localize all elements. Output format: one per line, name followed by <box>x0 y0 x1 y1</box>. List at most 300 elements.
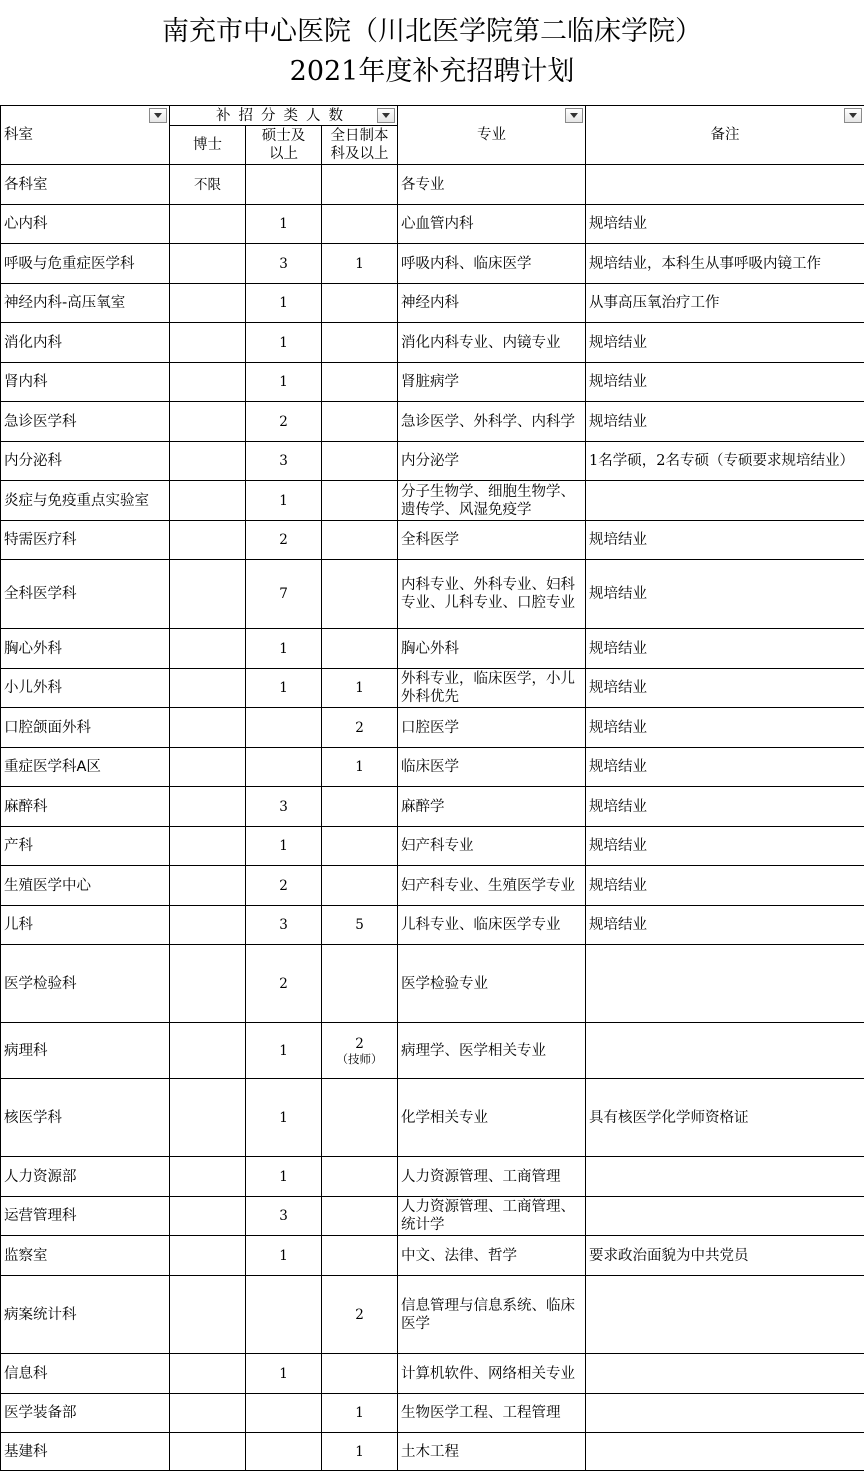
cell-ba[interactable] <box>322 1157 398 1197</box>
cell-ba-value: 5 <box>355 917 364 933</box>
cell-note[interactable] <box>586 1236 864 1276</box>
cell-phd[interactable] <box>170 1394 246 1433</box>
cell-major-value: 人力资源管理、工商管理、统计学 <box>401 1199 576 1233</box>
cell-major-value: 内分泌学 <box>401 453 460 469</box>
cell-phd[interactable] <box>170 708 246 748</box>
cell-major[interactable] <box>398 323 586 363</box>
cell-note[interactable] <box>586 363 864 402</box>
cell-ms-value: 1 <box>279 1365 288 1382</box>
cell-note[interactable] <box>586 442 864 481</box>
cell-ms-value: 1 <box>279 1109 288 1126</box>
cell-ba[interactable] <box>322 1079 398 1157</box>
cell-dept-value: 胸心外科 <box>4 640 62 657</box>
header-dept-label: 科室 <box>4 127 33 143</box>
cell-note[interactable] <box>586 945 864 1023</box>
cell-ms[interactable] <box>246 629 322 669</box>
cell-ba[interactable] <box>322 1276 398 1354</box>
table-row <box>1 629 864 669</box>
cell-phd[interactable] <box>170 1276 246 1354</box>
cell-ms[interactable] <box>246 827 322 866</box>
cell-major[interactable] <box>398 708 586 748</box>
cell-ba[interactable] <box>322 669 398 708</box>
cell-dept[interactable] <box>1 866 170 906</box>
cell-major[interactable] <box>398 906 586 945</box>
cell-major-value: 病理学、医学相关专业 <box>401 1042 547 1059</box>
cell-dept[interactable] <box>1 827 170 866</box>
cell-dept-value: 病理科 <box>4 1042 48 1059</box>
cell-ba[interactable] <box>322 629 398 669</box>
cell-major[interactable] <box>398 402 586 442</box>
cell-ms[interactable] <box>246 906 322 945</box>
header-ms <box>246 126 322 165</box>
cell-note[interactable] <box>586 481 864 521</box>
cell-major-value: 化学相关专业 <box>401 1109 489 1126</box>
cell-ba[interactable] <box>322 402 398 442</box>
cell-dept[interactable] <box>1 442 170 481</box>
table-row <box>1 323 864 363</box>
cell-dept[interactable] <box>1 1276 170 1354</box>
cell-phd[interactable] <box>170 629 246 669</box>
cell-dept-value: 神经内科-高压氧室 <box>4 295 126 311</box>
table-body <box>1 165 864 1471</box>
cell-ms[interactable] <box>246 402 322 442</box>
cell-ba[interactable] <box>322 1236 398 1276</box>
cell-note[interactable] <box>586 323 864 363</box>
cell-ms[interactable] <box>246 165 322 205</box>
cell-dept-value: 各科室 <box>4 176 48 193</box>
cell-dept[interactable] <box>1 323 170 363</box>
cell-dept-value: 医学检验科 <box>4 975 77 992</box>
cell-ba[interactable] <box>322 787 398 827</box>
cell-ba[interactable] <box>322 866 398 906</box>
cell-ms[interactable] <box>246 1079 322 1157</box>
cell-note[interactable] <box>586 1157 864 1197</box>
cell-phd[interactable] <box>170 363 246 402</box>
cell-major[interactable] <box>398 748 586 787</box>
cell-dept[interactable] <box>1 669 170 708</box>
cell-major[interactable] <box>398 1236 586 1276</box>
cell-dept-value: 炎症与免疫重点实验室 <box>4 492 149 509</box>
cell-note-value: 规培结业 <box>589 413 648 430</box>
cell-dept-value: 心内科 <box>4 216 48 232</box>
cell-note[interactable] <box>586 748 864 787</box>
table-row <box>1 284 864 323</box>
cell-phd[interactable] <box>170 866 246 906</box>
cell-dept-value: 核医学科 <box>4 1109 62 1126</box>
cell-dept[interactable] <box>1 244 170 284</box>
cell-ms[interactable] <box>246 945 322 1023</box>
table-row <box>1 165 864 205</box>
cell-major[interactable] <box>398 866 586 906</box>
cell-dept[interactable] <box>1 1023 170 1079</box>
table-row <box>1 1157 864 1197</box>
table-row <box>1 442 864 481</box>
cell-major[interactable] <box>398 1197 586 1236</box>
cell-ms-value: 1 <box>279 680 288 696</box>
table-row <box>1 363 864 402</box>
cell-ms[interactable] <box>246 748 322 787</box>
filter-dropdown-icon[interactable] <box>377 108 395 123</box>
cell-note-value: 规培结业 <box>589 640 648 657</box>
header-ba-line1: 全日制本 <box>330 128 389 144</box>
header-ba <box>322 126 398 165</box>
cell-phd[interactable] <box>170 1354 246 1394</box>
cell-major-value: 胸心外科 <box>401 640 460 657</box>
cell-phd[interactable] <box>170 205 246 244</box>
cell-major[interactable] <box>398 1079 586 1157</box>
cell-major[interactable] <box>398 442 586 481</box>
cell-ms[interactable] <box>246 787 322 827</box>
cell-dept-value: 产科 <box>4 838 33 854</box>
cell-major-value: 分子生物学、细胞生物学、遗传学、风湿免疫学 <box>401 483 576 518</box>
cell-dept[interactable] <box>1 1157 170 1197</box>
cell-ms-value: 3 <box>279 453 288 469</box>
cell-note[interactable] <box>586 1276 864 1354</box>
cell-dept[interactable] <box>1 521 170 560</box>
filter-dropdown-icon[interactable] <box>565 108 583 123</box>
cell-ms-value: 1 <box>279 838 288 854</box>
cell-phd[interactable] <box>170 1197 246 1236</box>
cell-major[interactable] <box>398 244 586 284</box>
cell-ms-value: 1 <box>279 1247 288 1264</box>
cell-note-value: 规培结业 <box>589 838 648 854</box>
cell-ba-value: 1 <box>355 1443 364 1460</box>
header-ms-line1: 硕士及 <box>261 128 306 144</box>
filter-dropdown-icon[interactable] <box>844 108 862 123</box>
cell-ba[interactable] <box>322 708 398 748</box>
cell-dept[interactable] <box>1 708 170 748</box>
table-row <box>1 481 864 521</box>
cell-dept[interactable] <box>1 787 170 827</box>
cell-phd[interactable] <box>170 481 246 521</box>
cell-dept-value: 重症医学科A区 <box>4 759 101 775</box>
cell-dept-value: 急诊医学科 <box>4 413 77 430</box>
cell-note[interactable] <box>586 1433 864 1471</box>
cell-major[interactable] <box>398 521 586 560</box>
cell-ms[interactable] <box>246 205 322 244</box>
cell-dept-value: 特需医疗科 <box>4 532 77 548</box>
cell-ms[interactable] <box>246 1023 322 1079</box>
cell-phd[interactable] <box>170 669 246 708</box>
header-major <box>398 106 586 165</box>
cell-ms-value: 1 <box>279 640 288 657</box>
cell-ms-value: 1 <box>279 216 288 232</box>
cell-ms-value: 3 <box>279 917 288 933</box>
cell-note-value: 1名学硕，2名专硕（专硕要求规培结业） <box>589 453 854 469</box>
cell-ba[interactable] <box>322 560 398 629</box>
cell-major-value: 信息管理与信息系统、临床医学 <box>401 1297 576 1332</box>
cell-phd[interactable] <box>170 284 246 323</box>
table-row <box>1 669 864 708</box>
table-row <box>1 1276 864 1354</box>
cell-major[interactable] <box>398 481 586 521</box>
cell-note[interactable] <box>586 906 864 945</box>
cell-ms[interactable] <box>246 442 322 481</box>
cell-note-value: 要求政治面貌为中共党员 <box>589 1247 749 1264</box>
cell-note[interactable] <box>586 284 864 323</box>
filter-dropdown-icon[interactable] <box>149 108 167 123</box>
cell-note[interactable] <box>586 165 864 205</box>
cell-ba[interactable] <box>322 481 398 521</box>
cell-major[interactable] <box>398 205 586 244</box>
cell-dept[interactable] <box>1 560 170 629</box>
cell-note-value: 规培结业 <box>589 759 648 775</box>
table-row <box>1 1236 864 1276</box>
cell-major[interactable] <box>398 1433 586 1471</box>
recruitment-table <box>0 105 864 1471</box>
header-group <box>170 106 398 126</box>
cell-dept[interactable] <box>1 1236 170 1276</box>
cell-major[interactable] <box>398 945 586 1023</box>
cell-ms[interactable] <box>246 363 322 402</box>
cell-note[interactable] <box>586 1394 864 1433</box>
cell-ms-value: 2 <box>279 413 288 430</box>
cell-ms[interactable] <box>246 323 322 363</box>
cell-ms-value: 1 <box>279 374 288 390</box>
cell-ms-value: 1 <box>279 295 288 311</box>
cell-phd[interactable] <box>170 165 246 205</box>
cell-ms[interactable] <box>246 1394 322 1433</box>
cell-phd[interactable] <box>170 560 246 629</box>
cell-phd[interactable] <box>170 244 246 284</box>
cell-ms-value: 1 <box>279 1168 288 1185</box>
cell-ms[interactable] <box>246 708 322 748</box>
cell-ba[interactable] <box>322 1023 398 1079</box>
cell-ms-value: 3 <box>279 1208 288 1224</box>
table-row <box>1 708 864 748</box>
cell-ba[interactable] <box>322 945 398 1023</box>
cell-dept[interactable] <box>1 205 170 244</box>
cell-phd[interactable] <box>170 945 246 1023</box>
cell-phd-value: 不限 <box>194 176 221 193</box>
cell-dept-value: 肾内科 <box>4 374 48 390</box>
cell-ba[interactable] <box>322 323 398 363</box>
cell-dept-value: 信息科 <box>4 1365 48 1382</box>
cell-phd[interactable] <box>170 1079 246 1157</box>
header-major-label: 专业 <box>477 127 507 143</box>
cell-note[interactable] <box>586 669 864 708</box>
cell-ba-value: 1 <box>355 759 364 775</box>
cell-major[interactable] <box>398 1394 586 1433</box>
cell-major[interactable] <box>398 1354 586 1394</box>
table-row <box>1 945 864 1023</box>
cell-major[interactable] <box>398 165 586 205</box>
header-phd: 博士 <box>170 126 246 165</box>
cell-note[interactable] <box>586 205 864 244</box>
cell-major-value: 各专业 <box>401 176 445 193</box>
cell-dept[interactable] <box>1 1354 170 1394</box>
cell-dept[interactable] <box>1 1433 170 1471</box>
cell-dept-value: 口腔颌面外科 <box>4 719 91 736</box>
cell-ba[interactable] <box>322 205 398 244</box>
table-row <box>1 1023 864 1079</box>
cell-dept[interactable] <box>1 284 170 323</box>
cell-ms-value: 2 <box>279 975 288 992</box>
cell-major-value: 麻醉学 <box>401 798 445 815</box>
cell-major-value: 临床医学 <box>401 759 460 775</box>
cell-dept[interactable] <box>1 402 170 442</box>
cell-dept[interactable] <box>1 1394 170 1433</box>
cell-dept[interactable] <box>1 1197 170 1236</box>
cell-note[interactable] <box>586 629 864 669</box>
cell-ba-value: 2 <box>355 719 364 736</box>
table-row <box>1 906 864 945</box>
cell-ms-value: 2 <box>279 532 288 548</box>
cell-dept-value: 小儿外科 <box>4 680 62 696</box>
header-note-label: 备注 <box>710 127 740 143</box>
cell-ms[interactable] <box>246 669 322 708</box>
cell-dept-value: 全科医学科 <box>4 586 77 602</box>
cell-note-value: 规培结业 <box>589 216 648 232</box>
table-row <box>1 787 864 827</box>
cell-ba[interactable] <box>322 284 398 323</box>
cell-dept[interactable] <box>1 629 170 669</box>
cell-dept-value: 基建科 <box>4 1443 48 1460</box>
cell-ba[interactable] <box>322 1433 398 1471</box>
cell-ms-value: 3 <box>279 255 288 272</box>
table-row <box>1 560 864 629</box>
cell-ba[interactable] <box>322 521 398 560</box>
cell-ba[interactable] <box>322 442 398 481</box>
cell-ba[interactable] <box>322 1354 398 1394</box>
cell-ms[interactable] <box>246 1157 322 1197</box>
cell-note[interactable] <box>586 1023 864 1079</box>
cell-note-value: 规培结业 <box>589 680 648 696</box>
cell-major-value: 妇产科专业、生殖医学专业 <box>401 877 576 894</box>
cell-ms-value: 7 <box>279 586 288 602</box>
cell-major-value: 人力资源管理、工商管理 <box>401 1168 561 1185</box>
cell-dept[interactable] <box>1 748 170 787</box>
cell-phd[interactable] <box>170 402 246 442</box>
cell-ms-value: 1 <box>279 334 288 351</box>
cell-note[interactable] <box>586 560 864 629</box>
table-row <box>1 827 864 866</box>
cell-major-value: 中文、法律、哲学 <box>401 1247 518 1264</box>
cell-ms[interactable] <box>246 481 322 521</box>
cell-phd[interactable] <box>170 1433 246 1471</box>
cell-major-value: 口腔医学 <box>401 719 460 736</box>
table-row <box>1 1433 864 1471</box>
table-row <box>1 1079 864 1157</box>
cell-phd[interactable] <box>170 442 246 481</box>
cell-ms[interactable] <box>246 521 322 560</box>
cell-ba[interactable] <box>322 1394 398 1433</box>
cell-major-value: 医学检验专业 <box>401 975 489 992</box>
cell-phd[interactable] <box>170 521 246 560</box>
cell-note-value: 规培结业，本科生从事呼吸内镜工作 <box>589 255 822 272</box>
cell-ms[interactable] <box>246 1197 322 1236</box>
cell-note[interactable] <box>586 708 864 748</box>
cell-note[interactable] <box>586 1354 864 1394</box>
cell-note[interactable] <box>586 787 864 827</box>
cell-phd[interactable] <box>170 748 246 787</box>
cell-note-value: 从事高压氧治疗工作 <box>589 295 720 311</box>
cell-major-value: 肾脏病学 <box>401 374 460 390</box>
cell-note[interactable] <box>586 827 864 866</box>
cell-phd[interactable] <box>170 1236 246 1276</box>
cell-major-value: 外科专业，临床医学，小儿外科优先 <box>401 671 576 705</box>
cell-note-value: 规培结业 <box>589 532 648 548</box>
cell-dept-value: 儿科 <box>4 917 33 933</box>
cell-dept[interactable] <box>1 481 170 521</box>
cell-major[interactable] <box>398 1157 586 1197</box>
cell-phd[interactable] <box>170 827 246 866</box>
cell-ms[interactable] <box>246 560 322 629</box>
cell-phd[interactable] <box>170 323 246 363</box>
cell-phd[interactable] <box>170 787 246 827</box>
cell-phd[interactable] <box>170 1023 246 1079</box>
cell-dept[interactable] <box>1 906 170 945</box>
cell-ms[interactable] <box>246 1236 322 1276</box>
cell-ba[interactable] <box>322 1197 398 1236</box>
cell-major[interactable] <box>398 284 586 323</box>
cell-major[interactable] <box>398 1276 586 1354</box>
cell-ms[interactable] <box>246 866 322 906</box>
cell-note-value: 具有核医学化学师资格证 <box>589 1109 749 1126</box>
cell-note-value: 规培结业 <box>589 877 648 894</box>
cell-note[interactable] <box>586 1197 864 1236</box>
cell-ba[interactable] <box>322 906 398 945</box>
cell-dept-value: 消化内科 <box>4 334 62 351</box>
cell-major[interactable] <box>398 787 586 827</box>
cell-ba[interactable] <box>322 363 398 402</box>
cell-ba[interactable] <box>322 827 398 866</box>
table-row <box>1 205 864 244</box>
cell-note[interactable] <box>586 866 864 906</box>
header-group-label: 补招分类人数 <box>216 107 351 124</box>
cell-major-value: 儿科专业、临床医学专业 <box>401 917 561 933</box>
cell-ms[interactable] <box>246 284 322 323</box>
cell-phd[interactable] <box>170 906 246 945</box>
cell-major[interactable] <box>398 669 586 708</box>
cell-phd[interactable] <box>170 1157 246 1197</box>
cell-note[interactable] <box>586 521 864 560</box>
cell-major-value: 计算机软件、网络相关专业 <box>401 1365 576 1382</box>
cell-note-value: 规培结业 <box>589 719 648 736</box>
cell-dept[interactable] <box>1 1079 170 1157</box>
cell-dept[interactable] <box>1 945 170 1023</box>
cell-ms[interactable] <box>246 244 322 284</box>
cell-major[interactable] <box>398 1023 586 1079</box>
cell-ba-value: 1 <box>355 1405 364 1421</box>
cell-note[interactable] <box>586 402 864 442</box>
cell-major[interactable] <box>398 363 586 402</box>
cell-ms-value: 2 <box>279 877 288 894</box>
cell-ms-value: 1 <box>279 1042 288 1059</box>
cell-ba-value: 1 <box>355 255 364 272</box>
cell-ms[interactable] <box>246 1276 322 1354</box>
table-row <box>1 1197 864 1236</box>
cell-ba[interactable] <box>322 244 398 284</box>
cell-note[interactable] <box>586 244 864 284</box>
cell-ms[interactable] <box>246 1354 322 1394</box>
cell-ba[interactable] <box>322 748 398 787</box>
cell-ba[interactable] <box>322 165 398 205</box>
cell-major[interactable] <box>398 560 586 629</box>
cell-major[interactable] <box>398 629 586 669</box>
cell-dept[interactable] <box>1 363 170 402</box>
cell-major-value: 心血管内科 <box>401 216 474 232</box>
cell-ms[interactable] <box>246 1433 322 1471</box>
cell-dept[interactable] <box>1 165 170 205</box>
table-row <box>1 244 864 284</box>
header-ms-line2: 以上 <box>269 146 298 162</box>
cell-note[interactable] <box>586 1079 864 1157</box>
cell-major-value: 生物医学工程、工程管理 <box>401 1405 561 1421</box>
cell-major[interactable] <box>398 827 586 866</box>
cell-note-value: 规培结业 <box>589 374 648 390</box>
cell-dept-value: 病案统计科 <box>4 1306 77 1323</box>
